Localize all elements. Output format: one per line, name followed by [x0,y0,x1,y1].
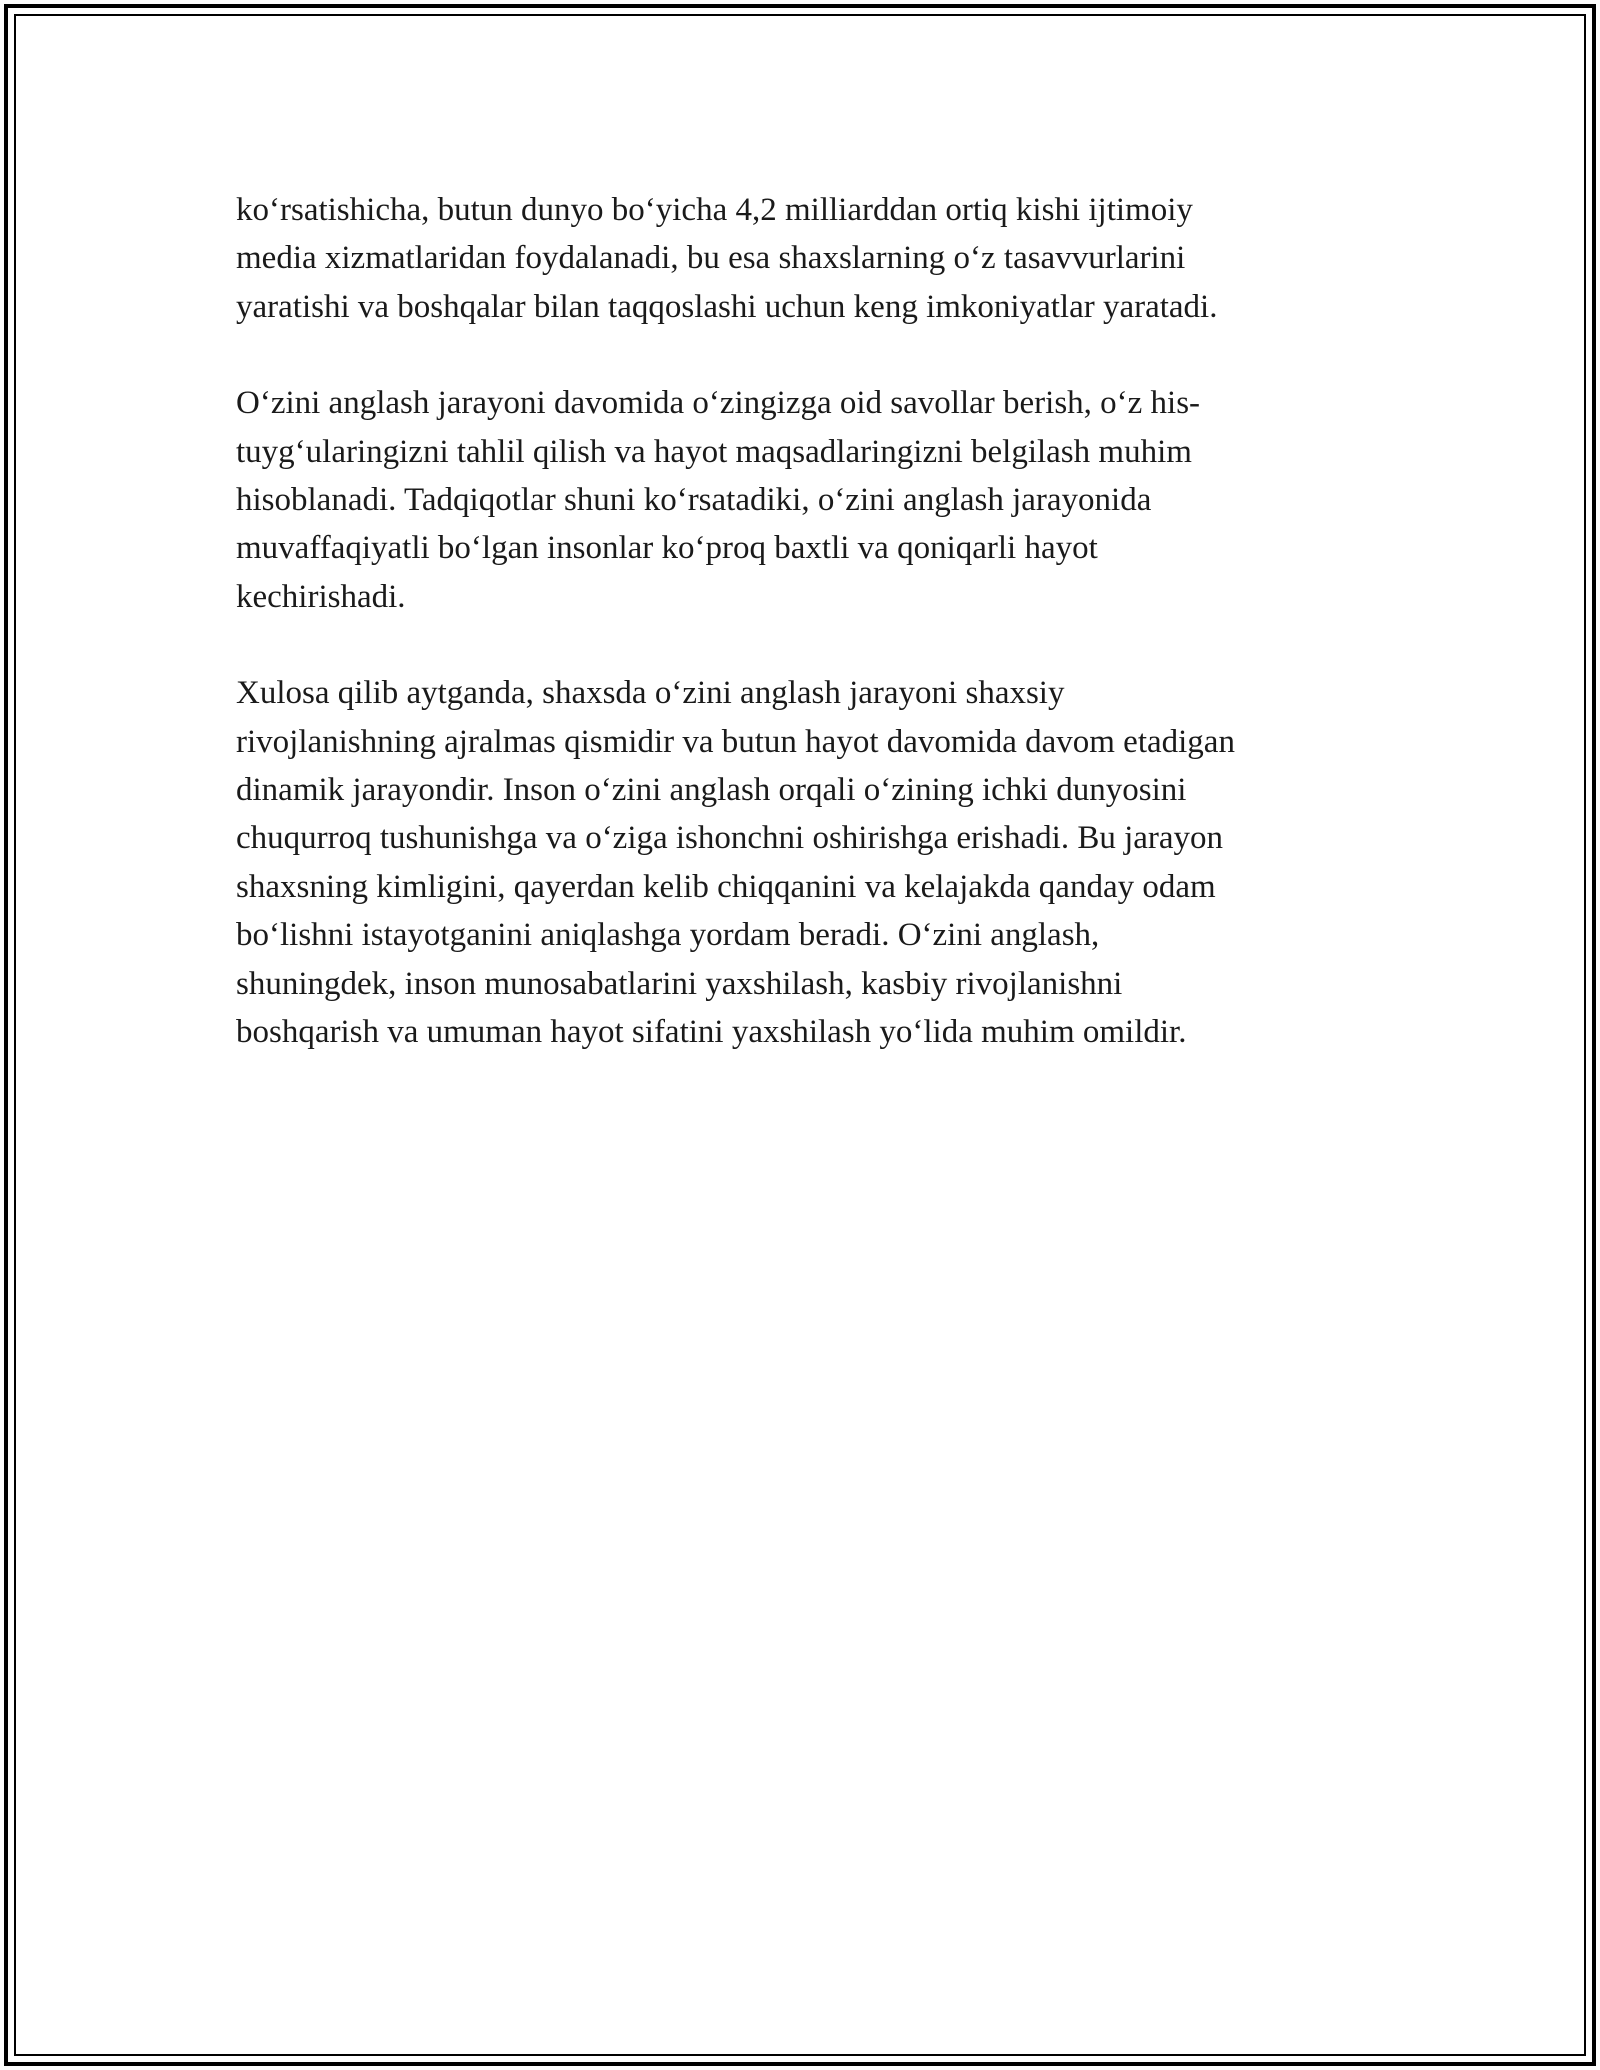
document-body [236,186,1356,1105]
text-line: Oʻzini anglash jarayoni davomida oʻzingizga oid savollar berish, oʻz his- [236,385,1201,422]
text-line: shuningdek, inson munosabatlarini yaxshilash, kasbiy rivojlanishni [236,965,1123,1002]
text-line: tuygʻularingizni tahlil qilish va hayot maqsadlaringizni belgilash muhim [236,433,1192,470]
text-line: chuqurroq tushunishga va oʻziga ishonchni oshirishga erishadi. Bu jarayon [236,820,1224,857]
text-line: kechirishadi. [236,578,406,615]
text-line: boʻlishni istayotganini aniqlashga yordam beradi. Oʻzini anglash, [236,917,1100,954]
paragraph-3 [236,669,1356,1056]
text-line: rivojlanishning ajralmas qismidir va butun hayot davomida davom etadigan [236,723,1235,760]
text-line: media xizmatlaridan foydalanadi, bu esa shaxslarning oʻz tasavvurlarini [236,240,1186,277]
text-line: muvaffaqiyatli boʻlgan insonlar koʻproq baxtli va qoniqarli hayot [236,530,1098,567]
text-line: hisoblanadi. Tadqiqotlar shuni koʻrsatadiki, oʻzini anglash jarayonida [236,482,1152,519]
paragraph-2 [236,379,1356,621]
text-line: yaratishi va boshqalar bilan taqqoslashi uchun keng imkoniyatlar yaratadi. [236,288,1218,325]
paragraph-1 [236,186,1356,331]
text-line: boshqarish va umuman hayot sifatini yaxshilash yoʻlida muhim omildir. [236,1014,1187,1051]
text-line: shaxsning kimligini, qayerdan kelib chiqqanini va kelajakda qanday odam [236,868,1216,905]
text-line: koʻrsatishicha, butun dunyo boʻyicha 4,2 milliarddan ortiq kishi ijtimoiy [236,192,1193,228]
text-line: Xulosa qilib aytganda, shaxsda oʻzini anglash jarayoni shaxsiy [236,675,1065,712]
text-line: dinamik jarayondir. Inson oʻzini anglash orqali oʻzining ichki dunyosini [236,772,1187,809]
